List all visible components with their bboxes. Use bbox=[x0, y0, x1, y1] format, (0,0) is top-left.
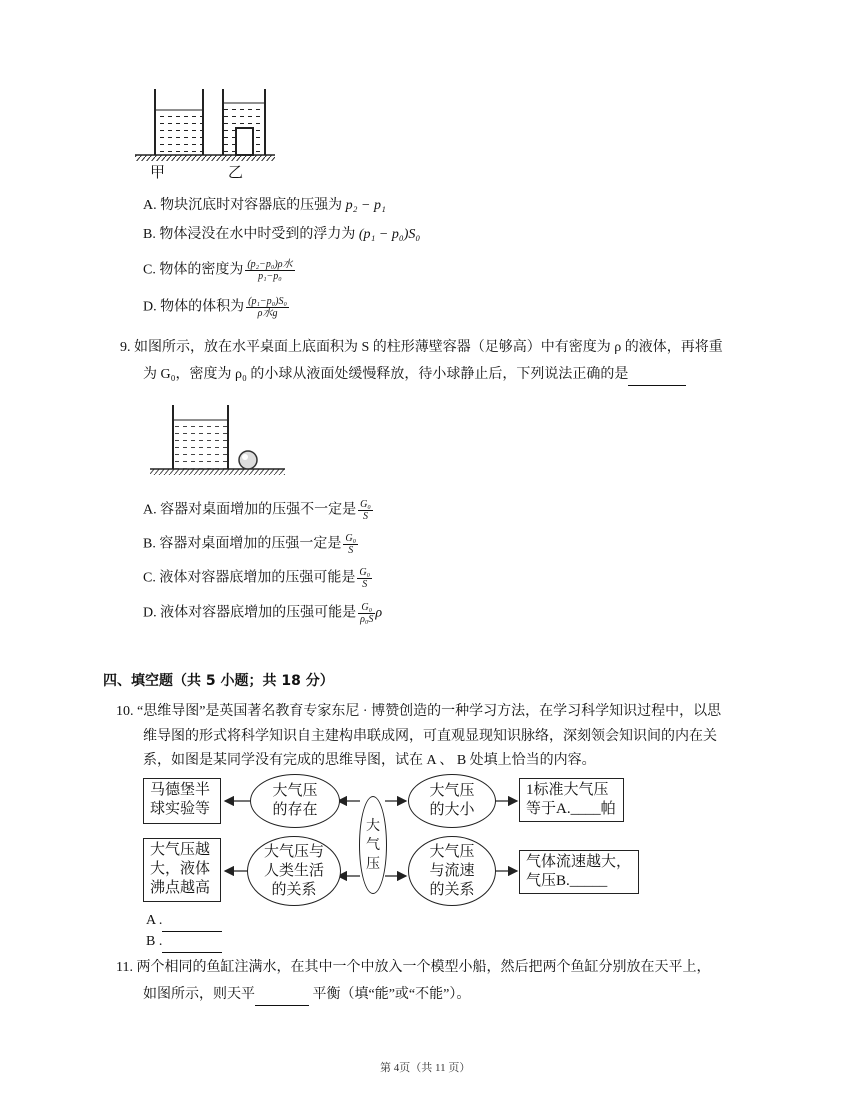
section-title: 四、填空题（共 5 小题；共 18 分） bbox=[103, 673, 334, 689]
mindmap-box-boiling: 大气压越大，液体沸点越高 bbox=[143, 838, 221, 902]
q9-option-b: B. 容器对桌面增加的压强一定是 $\frac{\text{G₀}}{S}$ bbox=[143, 533, 357, 556]
mindmap-box-standard-pressure: 1标准大气压 等于A.____帕 bbox=[519, 778, 624, 822]
q10-answer-a: A . bbox=[146, 911, 222, 932]
q11-line2: 如图所示，则天平 平衡（填“能”或“不能”）。 bbox=[143, 985, 470, 1006]
mindmap-box-flow-speed: 气体流速越大， 气压B._____ bbox=[519, 850, 639, 894]
q10-answer-b: B . bbox=[146, 932, 222, 953]
mindmap-node-magnitude: 大气压的大小 bbox=[408, 774, 496, 828]
mindmap-center: 大气压 bbox=[359, 796, 387, 894]
q8-label-jia: 甲 bbox=[150, 165, 166, 181]
q9-option-d: D. 液体对容器底增加的压强可能是 $\frac{\text{G₀}}{\text{ρ₀S}}$ ρ bbox=[143, 602, 383, 625]
mindmap-box-magdeburg: 马德堡半球实验等 bbox=[143, 778, 221, 824]
mindmap bbox=[140, 772, 650, 907]
q9-option-a: A. 容器对桌面增加的压强不一定是 $\frac{\text{G₀}}{S}$ bbox=[143, 499, 371, 522]
q9-figure bbox=[150, 402, 285, 477]
q10-line2: 维导图的形式将科学知识自主建构串联成网，可直观显现知识脉络，深刻领会知识间的内在关 bbox=[143, 729, 717, 744]
q9-option-c: C. 液体对容器底增加的压强可能是 $\frac{\text{G₀}}{S}$ bbox=[143, 567, 371, 590]
q10-line3: 系，如图是某同学没有完成的思维导图，试在 A 、 B 处填上恰当的内容。 bbox=[143, 753, 596, 768]
q8-figure bbox=[135, 85, 275, 163]
mindmap-node-life: 大气压与人类生活的关系 bbox=[247, 836, 341, 906]
q8-option-a: A. 物块沉底时对容器底的压强为 p₂ − p₁ bbox=[143, 198, 386, 213]
q9-line2: 为 G₀，密度为 ρ₀ 的小球从液面处缓慢释放，待小球静止后，下列说法正确的是 bbox=[143, 365, 686, 386]
q8-option-d: D. 物体的体积为 $\frac{\text{(p₁−p₀)S₀}}{\text{ρ水g}}$ bbox=[143, 296, 287, 319]
mindmap-node-existence: 大气压的存在 bbox=[250, 774, 340, 828]
q11-line1: 11. 两个相同的鱼缸注满水，在其中一个中放入一个模型小船，然后把两个鱼缸分别放在天平上， bbox=[116, 960, 711, 975]
q8-option-b: B. 物体浸没在水中时受到的浮力为 (p₁ − p₀)S₀ bbox=[143, 227, 421, 242]
page-footer: 第 4页（共 11 页） bbox=[380, 1062, 471, 1074]
q10-line1: 10. “思维导图”是英国著名教育专家东尼 · 博赞创造的一种学习方法，在学习科学知识过程中，以思 bbox=[116, 704, 722, 719]
q8-label-yi: 乙 bbox=[228, 165, 244, 181]
q9-line1: 9. 如图所示，放在水平桌面上底面积为 S 的柱形薄壁容器（足够高）中有密度为 ρ 的液体，再将重 bbox=[120, 340, 723, 355]
q8-option-c: C. 物体的密度为 $\frac{\text{(p₂−p₀)ρ水}}{\text{p₁−p₀}}$ bbox=[143, 259, 293, 282]
mindmap-node-flow: 大气压与流速的关系 bbox=[408, 836, 496, 906]
